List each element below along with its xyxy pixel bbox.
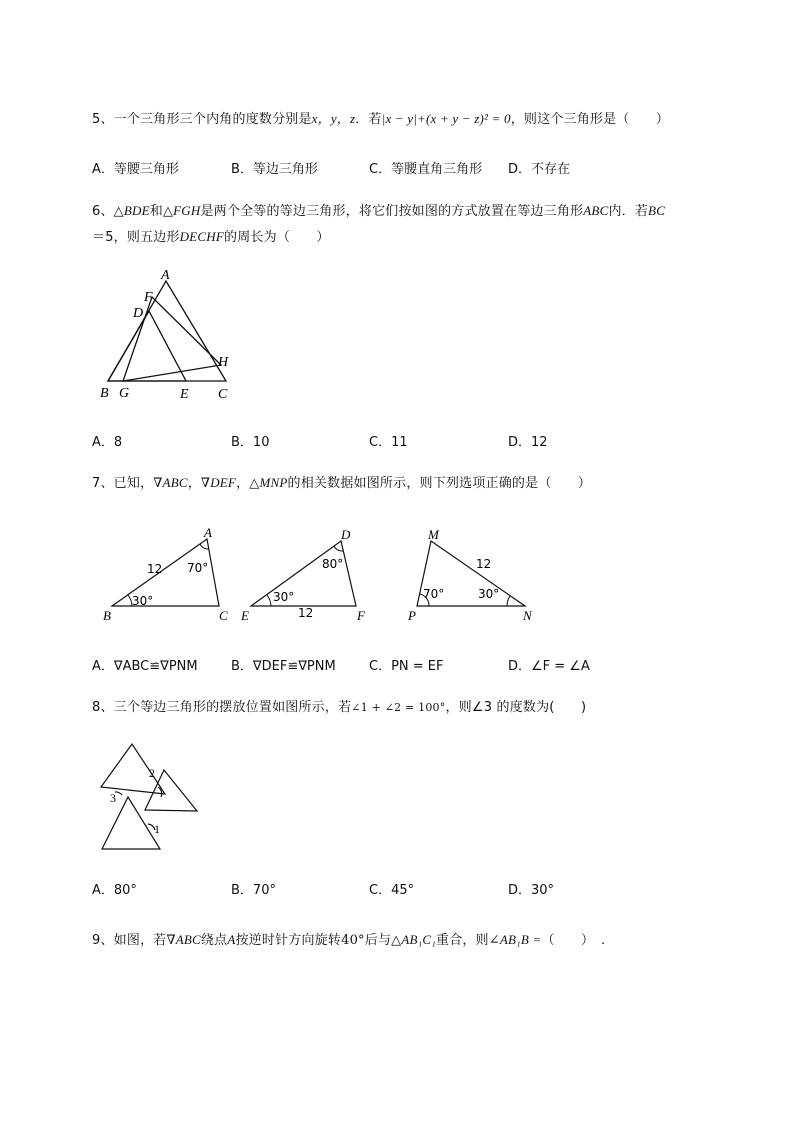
q7-label-n: N xyxy=(523,608,532,623)
q7-abc-angle-b: 30° xyxy=(132,594,154,608)
q7-option-d-text: D．∠F = ∠A xyxy=(508,659,590,674)
q8-stem xyxy=(92,696,586,715)
q7-t3: △MNP xyxy=(249,475,288,490)
q7-option-b[interactable] xyxy=(231,655,336,674)
q7-option-c[interactable] xyxy=(369,655,444,674)
q9-text-c: 按逆时针方向旋转 xyxy=(235,933,342,948)
q6-tri2: △FGH xyxy=(162,203,201,218)
q7-abc-side: 12 xyxy=(147,562,163,576)
q6-label-d: D xyxy=(133,306,144,321)
q6-option-a[interactable]: A．8 xyxy=(92,435,123,450)
q5-vars: x，y，z xyxy=(311,111,356,126)
q6-triangle-bde xyxy=(108,311,186,381)
q7-fig-mnp xyxy=(407,527,533,623)
q7-option-c-text: C．PN = EF xyxy=(369,659,444,674)
q5-option-c[interactable]: C．等腰直角三角形 xyxy=(369,162,483,177)
q9-text-a: 9、如图，若 xyxy=(92,933,167,948)
q7-label-m: M xyxy=(428,527,439,542)
q7-option-a-text: A．∇ABC≌∇PNM xyxy=(92,659,198,674)
q7-label-d: D xyxy=(341,527,351,542)
q6-num: 6、 xyxy=(92,204,114,219)
q6-figure xyxy=(95,265,245,405)
q6-text-b: 和 xyxy=(149,204,163,219)
q5-option-b[interactable]: B．等边三角形 xyxy=(231,162,318,177)
q7-label-b: B xyxy=(103,608,111,623)
q5-option-d[interactable]: D．不存在 xyxy=(508,162,571,177)
q7-text-a: 7、已知， xyxy=(92,476,154,491)
q6-tri1: △BDE xyxy=(113,203,150,218)
q8-triangle-top xyxy=(101,744,165,794)
q8-option-c[interactable]: C．45° xyxy=(369,883,415,898)
q7-sep1: ， xyxy=(187,476,201,491)
q5-stem xyxy=(92,108,669,127)
q5-text-a: 5、一个三角形三个内角的度数分别是 xyxy=(92,112,312,127)
q6-label-c: C xyxy=(218,387,228,402)
q8-label-3: 3 xyxy=(110,791,116,805)
q8-text-a: 8、三个等边三角形的摆放位置如图所示，若 xyxy=(92,700,352,715)
q8-label-1: 1 xyxy=(154,822,160,836)
q5-text-c: ，则这个三角形是（ ） xyxy=(510,112,670,127)
q9-text-f: （ ） . xyxy=(541,933,606,948)
q5-option-a[interactable]: A．等腰三角形 xyxy=(92,162,179,177)
q9-text-e: 重合，则 xyxy=(435,933,489,948)
q7-t2: ∇DEF xyxy=(200,475,237,490)
q8-option-d[interactable]: D．30° xyxy=(508,883,555,898)
q8-option-b[interactable]: B．70° xyxy=(231,883,276,898)
q9-point: A xyxy=(227,932,236,947)
q8-text-b: ，则∠3 的度数为( ) xyxy=(445,700,587,715)
q9-t2: △AB₁C₁ xyxy=(391,932,436,947)
q6-text-e: ＝5，则五边形 xyxy=(92,230,180,245)
q5-text-b: ．若 xyxy=(355,112,382,127)
q8-figure xyxy=(95,740,205,855)
q7-fig-abc xyxy=(103,525,228,623)
q7-mnp-side: 12 xyxy=(476,557,492,571)
q5-equation: |x − y|+(x + y − z)² = 0 xyxy=(381,111,511,126)
q9-target-angle: ∠AB₁B = xyxy=(488,932,542,947)
q7-option-b-text: B．∇DEF≌∇PNM xyxy=(231,659,336,674)
q7-label-e: E xyxy=(241,608,249,623)
q6-label-g: G xyxy=(119,386,130,401)
q6-stem-line1 xyxy=(92,200,665,219)
q6-tri3: ABC xyxy=(583,203,609,218)
q7-sep2: ， xyxy=(236,476,250,491)
q7-def-side: 12 xyxy=(298,606,314,620)
q7-abc-angle-a: 70° xyxy=(187,561,209,575)
q6-label-a: A xyxy=(161,268,170,283)
q6-pentagon: DECHF xyxy=(179,229,225,244)
q6-triangle-abc xyxy=(108,281,226,381)
q7-option-d[interactable] xyxy=(508,655,590,674)
q6-text-f: 的周长为（ ） xyxy=(224,230,330,245)
q7-mnp-angle-p: 70° xyxy=(423,587,445,601)
q9-stem xyxy=(92,929,605,948)
q6-option-d[interactable]: D．12 xyxy=(508,435,548,450)
q7-option-a[interactable] xyxy=(92,655,198,674)
q6-bc: BC xyxy=(648,203,666,218)
q7-label-p: P xyxy=(408,608,416,623)
q8-condition: ∠1 + ∠2 = 100° xyxy=(351,701,446,714)
q7-mnp-angle-n: 30° xyxy=(478,587,500,601)
q7-t1: ∇ABC xyxy=(153,475,188,490)
q6-stem-line2 xyxy=(92,226,330,245)
q7-def-angle-e: 30° xyxy=(273,590,295,604)
q8-label-2: 2 xyxy=(149,766,155,780)
q6-label-b: B xyxy=(100,386,109,401)
q7-text-b: 的相关数据如图所示，则下列选项正确的是（ ） xyxy=(287,476,592,491)
q6-label-e: E xyxy=(180,387,189,402)
q8-option-a[interactable]: A．80° xyxy=(92,883,137,898)
q6-option-b[interactable]: B．10 xyxy=(231,435,270,450)
q6-label-h: H xyxy=(218,355,229,370)
q7-label-a: A xyxy=(204,525,212,540)
q7-figures xyxy=(95,522,655,627)
q7-fig-def xyxy=(240,527,366,623)
q7-stem xyxy=(92,472,591,491)
q6-option-c[interactable]: C．11 xyxy=(369,435,408,450)
q7-label-c: C xyxy=(219,608,228,623)
q9-text-d: 后与 xyxy=(364,933,392,948)
q7-def-angle-d: 80° xyxy=(322,557,344,571)
q7-label-f: F xyxy=(357,608,365,623)
q6-text-d: 内．若 xyxy=(608,204,649,219)
q9-t1: ∇ABC xyxy=(166,932,201,947)
q9-text-b: 绕点 xyxy=(200,933,228,948)
q6-label-f: F xyxy=(144,290,153,305)
q6-text-c: 是两个全等的等边三角形，将它们按如图的方式放置在等边三角形 xyxy=(200,204,584,219)
q9-angle: 40° xyxy=(341,933,365,948)
